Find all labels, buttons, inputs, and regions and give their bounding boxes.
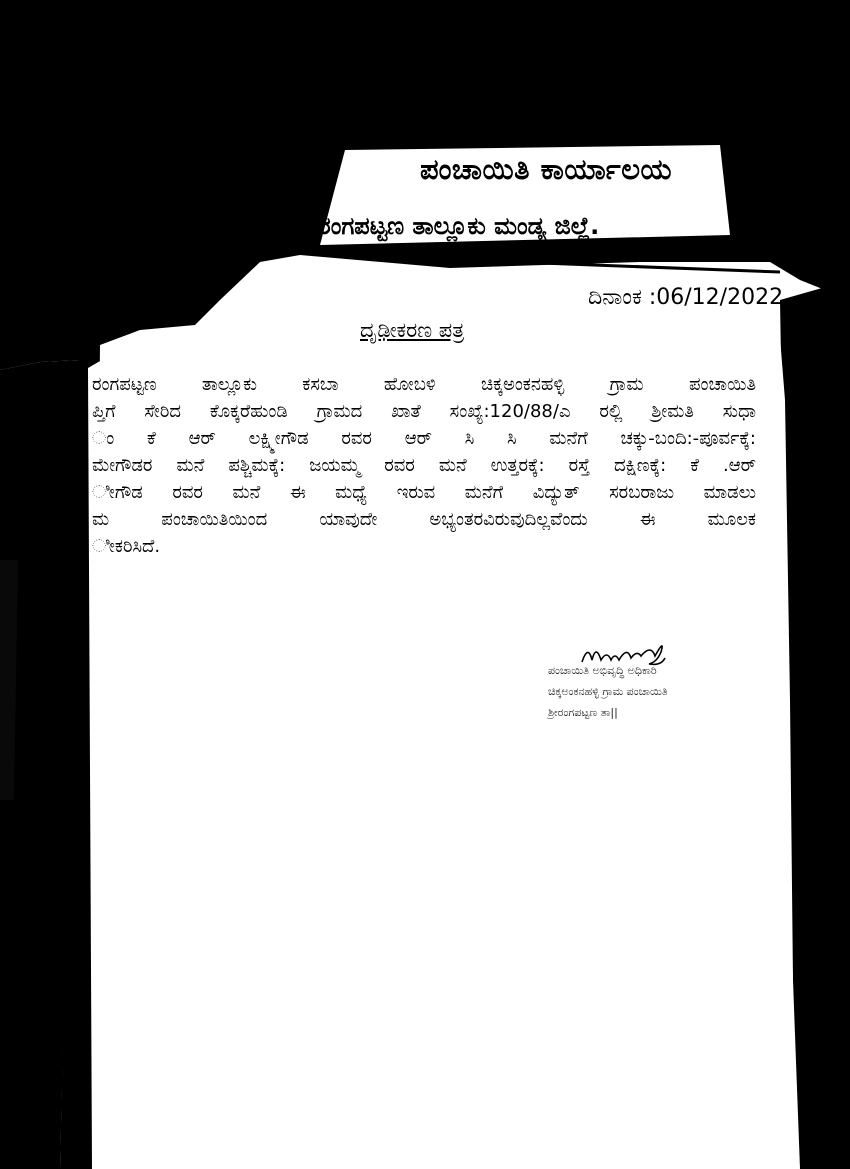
body-line-3: ಂ ಕೆ ಆರ್ ಲಕ್ಷ್ಮೀಗೌಡ ರವರ ಆರ್ ಸಿ ಸಿ ಮನೆಗೆ ಚಕ್ಕು-ಬಂದಿ:-ಪೂರ್ವಕ್ಕೆ: [92,428,756,449]
body-line-7: ೀಕರಿಸಿದೆ. [92,536,161,557]
body-line-2: ಪ್ತಿಗೆ ಸೇರಿದ ಕೊಕ್ಕರೆಹುಂಡಿ ಗ್ರಾಮದ ಖಾತೆ ಸಂಖ್ಯೆ:120/88/ಎ ರಲ್ಲಿ ಶ್ರೀಮತಿ ಸುಧಾ [92,401,756,422]
office-address-heading: ರಂಗಪಟ್ಟಣ ತಾಲ್ಲೂಕು ಮಂಡ್ಯ ಜಿಲ್ಲೆ. [318,212,600,240]
date-line: ದಿನಾಂಕ :06/12/2022 [588,285,784,310]
signature-block [548,660,668,723]
body-line-6: ಮ ಪಂಚಾಯಿತಿಯಿಂದ ಯಾವುದೇ ಅಭ್ಯಂತರವಿರುವುದಿಲ್ಲವೆಂದು ಈ ಮೂಲಕ [92,509,756,530]
body-line-5: ೀಗೌಡ ರವರ ಮನೆ ಈ ಮಧ್ಯೆ ಇರುವ ಮನೆಗೆ ವಿದ್ಯುತ್ ಸರಬರಾಜು ಮಾಡಲು [92,482,756,503]
signatory-taluk: ಶ್ರೀರಂಗಪಟ್ಟಣ ತಾ|| [548,706,618,719]
signatory-designation: ಪಂಚಾಯಿತಿ ಅಭಿವೃದ್ಧಿ ಅಧಿಕಾರಿ [548,664,657,677]
body-line-4: ಮೇಗೌಡರ ಮನೆ ಪಶ್ಚಿಮಕ್ಕೆ: ಜಯಮ್ಮ ರವರ ಮನೆ ಉತ್ತರಕ್ಕೆ: ರಸ್ತೆ ದಕ್ಷಿಣಕ್ಕೆ: ಕೆ .ಆರ್ [92,455,756,476]
certificate-title: ದೃಢೀಕರಣ ಪತ್ರ [360,318,465,342]
signatory-office: ಚಿಕ್ಕಅಂಕನಹಳ್ಳಿ ಗ್ರಾಮ ಪಂಚಾಯಿತಿ [548,685,668,698]
office-name-heading: ಪಂಚಾಯಿತಿ ಕಾರ್ಯಾಲಯ [420,152,673,186]
body-line-1: ರಂಗಪಟ್ಟಣ ತಾಲ್ಲೂಕು ಕಸಬಾ ಹೋಬಳಿ ಚಿಕ್ಕಅಂಕನಹಳ್ಳಿ ಗ್ರಾಮ ಪಂಚಾಯಿತಿ [92,374,756,395]
